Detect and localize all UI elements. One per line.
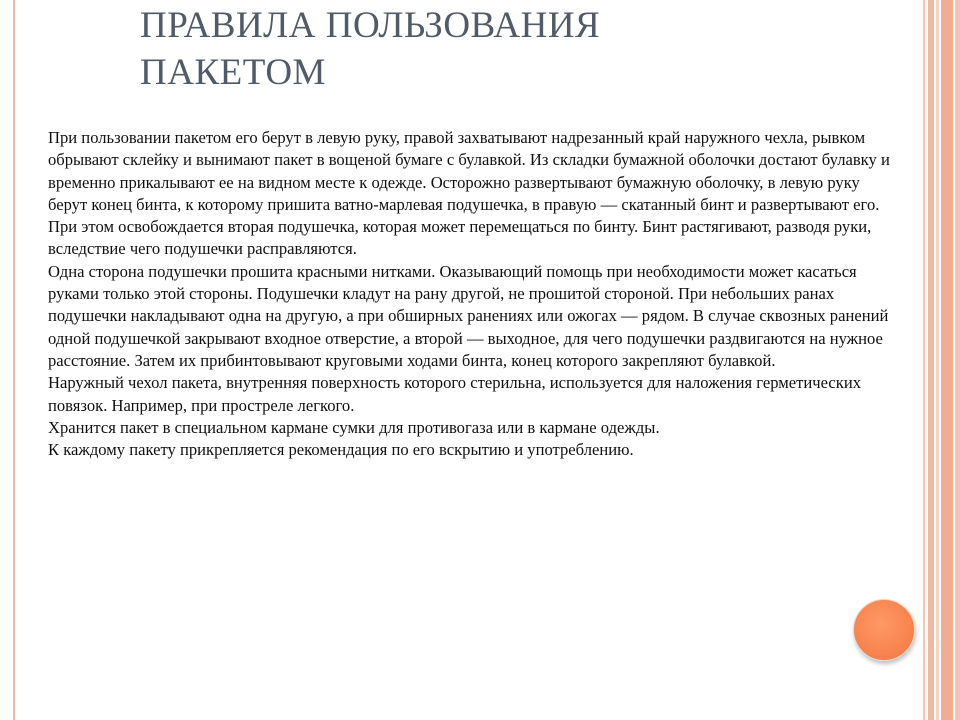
left-border-line <box>13 0 15 720</box>
paragraph: Хранится пакет в специальном кармане сумки для противогаза или в кармане одежды. <box>48 417 660 437</box>
stripe <box>936 0 939 720</box>
slide-body <box>48 127 898 461</box>
paragraph: При пользовании пакетом его берут в левую руку, правой захватывают надрезанный край наружного чехла, рывком обрывают склейку и вынимают пакет в вощеной бумаге с булавкой. Из складки бумажной оболочки достают булавку и временно прикалывают ее на видном месте к одежде. Осторожно развертывают бумажную оболочку, в левую руку берут конец бинта, к которому пришита ватно-марлевая подушечка, в правую — скатанный бинт и развертывают его. При этом освобождается вторая подушечка, которая может перемещаться по бинту. Бинт растягивают, разводя руки, вследствие чего подушечки расправляются. <box>48 128 890 259</box>
paragraph: Наружный чехол пакета, внутренняя поверхность которого стерильна, используется для наложения герметических повязок. Например, при простреле легкого. <box>48 373 862 415</box>
right-decorative-stripes <box>923 0 960 720</box>
stripe <box>955 0 960 720</box>
decorative-circle <box>853 599 915 661</box>
paragraph: К каждому пакету прикрепляется рекомендация по его вскрытию и употреблению. <box>48 440 634 460</box>
stripe <box>923 0 925 720</box>
slide-title: ПРАВИЛА ПОЛЬЗОВАНИЯ ПАКЕТОМ <box>140 5 601 93</box>
paragraph: Одна сторона подушечки прошита красными нитками. Оказывающий помощь при необходимости может касаться руками только этой стороны. Подушечки кладут на рану другой, не прошитой стороной. При небольших ранах подушечки накладывают одна на другую, а при обширных ранениях или ожогах — рядом. В случае сквозных ранений одной подушечкой закрывают входное отверстие, а второй — выходное, для чего подушечки раздвигаются на нужное расстояние. Затем их прибинтовывают круговыми ходами бинта, конец которого закрепляют булавкой. <box>48 261 889 370</box>
stripe <box>928 0 934 720</box>
stripe <box>941 0 953 720</box>
